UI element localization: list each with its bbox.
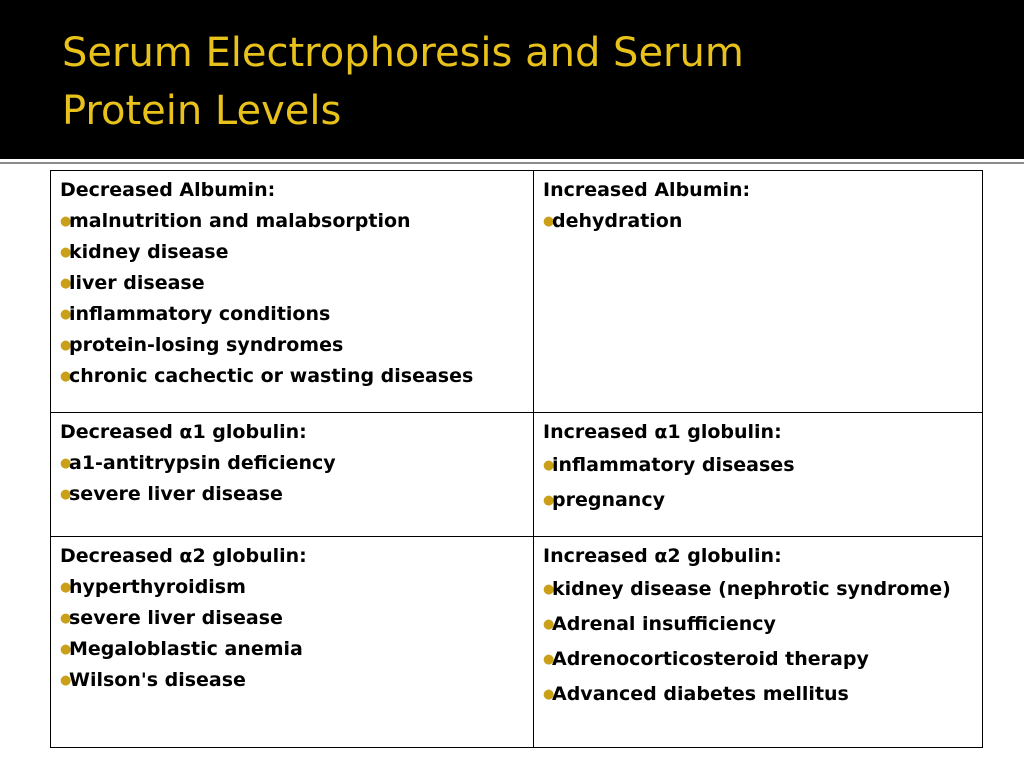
- list-item: [60, 268, 525, 299]
- list-item: [543, 206, 974, 237]
- cell-decreased-alpha2: [51, 537, 534, 748]
- list-item-text: severe liver disease: [69, 607, 283, 629]
- bullet-icon: ●: [60, 611, 72, 626]
- bullet-icon: ●: [543, 582, 555, 597]
- bullet-icon: ●: [60, 214, 72, 229]
- list-item-text: Advanced diabetes mellitus: [552, 683, 849, 705]
- list-item-text: malnutrition and malabsorption: [69, 210, 411, 232]
- bullet-icon: ●: [543, 617, 555, 632]
- item-list: [543, 572, 974, 712]
- list-item-text: Megaloblastic anemia: [69, 638, 303, 660]
- list-item-text: Adrenocorticosteroid therapy: [552, 648, 869, 670]
- table-row-alpha2: [51, 537, 983, 748]
- bullet-icon: ●: [60, 245, 72, 260]
- divider: [0, 162, 1024, 164]
- cell-increased-albumin: [534, 171, 983, 413]
- item-list: [543, 448, 974, 518]
- list-item: [60, 572, 525, 603]
- list-item: [543, 448, 974, 483]
- item-list: [60, 206, 525, 392]
- bullet-icon: ●: [60, 580, 72, 595]
- list-item: [543, 483, 974, 518]
- list-item: [60, 479, 525, 510]
- list-item-text: chronic cachectic or wasting diseases: [69, 365, 474, 387]
- list-item: [60, 206, 525, 237]
- slide-title-line-2: Protein Levels: [62, 88, 342, 134]
- list-item-text: liver disease: [69, 272, 205, 294]
- list-item: [60, 634, 525, 665]
- item-list: [543, 206, 974, 237]
- bullet-icon: ●: [60, 338, 72, 353]
- bullet-icon: ●: [60, 369, 72, 384]
- bullet-icon: ●: [60, 456, 72, 471]
- list-item: [60, 448, 525, 479]
- item-list: [60, 448, 525, 510]
- list-item-text: kidney disease (nephrotic syndrome): [552, 578, 951, 600]
- title-bar: [0, 0, 1024, 159]
- list-item: [60, 237, 525, 268]
- bullet-icon: ●: [543, 458, 555, 473]
- cell-heading: Increased α2 globulin:: [543, 545, 782, 567]
- cell-increased-alpha2: [534, 537, 983, 748]
- table-row-alpha1: [51, 413, 983, 537]
- list-item: [60, 299, 525, 330]
- list-item: [543, 642, 974, 677]
- protein-levels-table: [50, 170, 983, 748]
- list-item-text: a1-antitrypsin deficiency: [69, 452, 336, 474]
- list-item: [60, 361, 525, 392]
- list-item-text: Adrenal insufficiency: [552, 613, 776, 635]
- cell-heading: Decreased Albumin:: [60, 179, 276, 201]
- bullet-icon: ●: [543, 214, 555, 229]
- bullet-icon: ●: [60, 276, 72, 291]
- bullet-icon: ●: [543, 652, 555, 667]
- list-item: [60, 665, 525, 696]
- cell-heading: Increased α1 globulin:: [543, 421, 782, 443]
- list-item-text: kidney disease: [69, 241, 229, 263]
- cell-decreased-alpha1: [51, 413, 534, 537]
- cell-heading: Decreased α1 globulin:: [60, 421, 307, 443]
- list-item: [60, 330, 525, 361]
- cell-heading: Increased Albumin:: [543, 179, 751, 201]
- bullet-icon: ●: [60, 642, 72, 657]
- list-item-text: hyperthyroidism: [69, 576, 246, 598]
- list-item-text: protein-losing syndromes: [69, 334, 344, 356]
- bullet-icon: ●: [60, 487, 72, 502]
- list-item-text: inflammatory conditions: [69, 303, 331, 325]
- bullet-icon: ●: [60, 673, 72, 688]
- item-list: [60, 572, 525, 696]
- list-item-text: severe liver disease: [69, 483, 283, 505]
- list-item: [543, 677, 974, 712]
- table-row-albumin: [51, 171, 983, 413]
- bullet-icon: ●: [543, 687, 555, 702]
- bullet-icon: ●: [60, 307, 72, 322]
- cell-decreased-albumin: [51, 171, 534, 413]
- bullet-icon: ●: [543, 493, 555, 508]
- list-item: [60, 603, 525, 634]
- slide-title-line-1: Serum Electrophoresis and Serum: [62, 30, 744, 76]
- list-item-text: pregnancy: [552, 489, 665, 511]
- list-item: [543, 607, 974, 642]
- list-item-text: dehydration: [552, 210, 683, 232]
- list-item-text: Wilson's disease: [69, 669, 246, 691]
- list-item-text: inflammatory diseases: [552, 454, 795, 476]
- list-item: [543, 572, 974, 607]
- slide-title: [62, 24, 962, 140]
- cell-increased-alpha1: [534, 413, 983, 537]
- cell-heading: Decreased α2 globulin:: [60, 545, 307, 567]
